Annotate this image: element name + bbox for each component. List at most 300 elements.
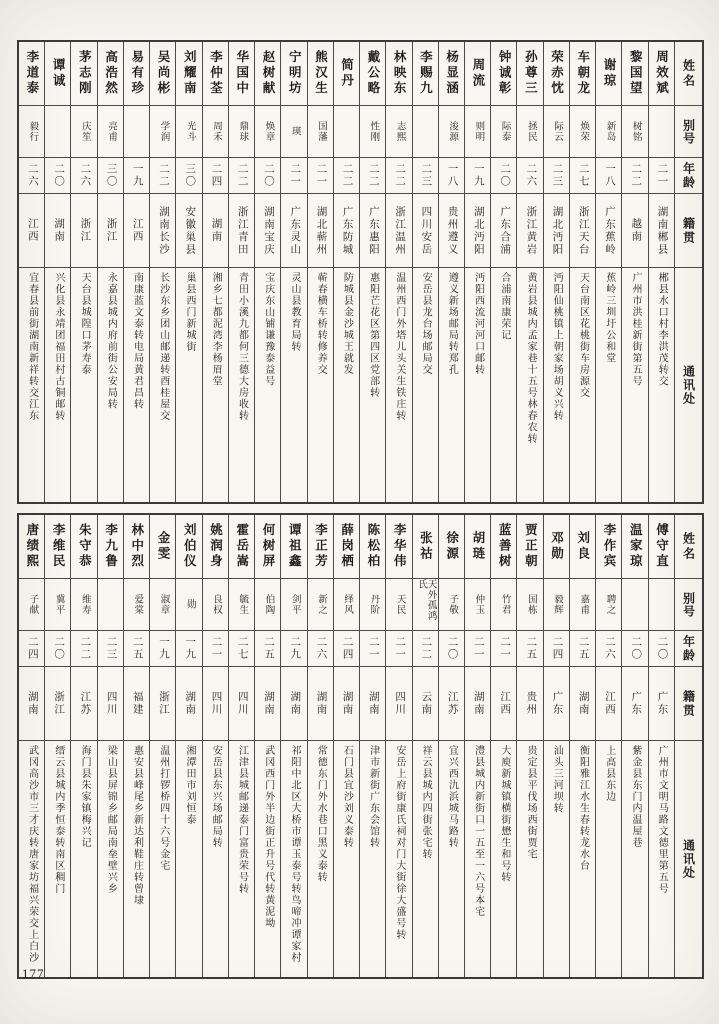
directory-entry-column [71,515,97,977]
person-alias: 绎风 [342,594,353,615]
person-address-cell [98,741,123,977]
person-address-cell [491,741,516,977]
person-age-cell [150,631,175,667]
person-alias-cell [360,106,385,158]
person-address-cell [649,268,674,502]
person-name-cell [622,515,647,579]
person-age-cell [203,158,228,194]
person-native-place-cell [281,667,306,741]
person-age: 二六 [315,636,327,661]
person-alias: 天民 [394,594,405,615]
person-age-cell [98,158,123,194]
person-name-cell [71,515,96,579]
person-native-place: 广东 [551,691,563,716]
person-name-cell [491,42,516,106]
person-name-cell [150,42,175,106]
person-native-place: 湖南 [472,691,484,716]
person-address: 蕉岭三圳圩公和堂 [603,272,615,364]
person-address: 灵山县教育局转 [288,272,300,353]
directory-entry-column [19,515,45,977]
person-native-place: 福建 [131,691,143,716]
person-address-cell [150,268,175,502]
person-age: 一九 [158,636,170,661]
person-native-place-cell [71,194,96,268]
person-native-place-cell [596,194,621,268]
person-name-cell [71,42,96,106]
row-label-age: 年龄 [681,634,696,663]
directory-entry-column [176,515,202,977]
person-age: 二二 [367,163,379,188]
person-native-place: 湖南 [26,691,38,716]
person-alias: 仲玉 [473,594,484,615]
person-native-place-cell [622,194,647,268]
person-alias-cell [203,579,228,631]
person-age: 二二 [236,163,248,188]
person-alias-cell [334,579,359,631]
person-alias: 勋 [184,599,195,610]
person-native-place-cell [150,667,175,741]
person-alias-cell [124,579,149,631]
person-alias: 光斗 [184,121,195,142]
person-name: 简丹 [339,58,354,89]
person-age: 一九 [131,163,143,188]
row-label-cell [675,741,702,977]
person-address: 大庾新城镇横街懋生和号转 [498,745,510,883]
person-age: 二五 [577,636,589,661]
person-native-place-cell [360,667,385,741]
person-alias: 天外孤鸿氏 [416,579,436,621]
person-native-place-cell [491,194,516,268]
person-alias: 丹阶 [368,594,379,615]
person-name: 戴公略 [365,50,380,97]
directory-table-lower [17,513,704,979]
person-native-place: 江苏 [79,691,91,716]
person-name-cell [98,515,123,579]
person-name: 霍岳嵩 [234,523,249,570]
person-name: 谢琼 [602,58,617,89]
directory-entry-column [622,42,648,502]
person-address-cell [465,741,490,977]
person-alias: 性刚 [368,121,379,142]
person-name-cell [334,515,359,579]
person-name-cell [255,515,280,579]
person-address: 惠阳芒花区第四区党部转 [367,272,379,399]
person-address: 安岳县龙台场邮局交 [420,272,432,376]
person-alias-cell [45,106,70,158]
person-native-place: 湖南 [184,691,196,716]
person-native-place-cell [570,194,595,268]
person-name-cell [229,42,254,106]
person-age: 二〇 [53,163,65,188]
person-address: 遵义新场邮局转郑孔 [446,272,458,376]
person-name: 陈松柏 [365,523,380,570]
person-name: 贾正朝 [523,523,538,570]
person-address: 石门县宜沙刘义泰转 [341,745,353,849]
person-address: 上高县东边 [603,745,615,803]
directory-entry-column [71,42,97,502]
person-alias-cell [19,579,44,631]
person-name-cell [124,515,149,579]
person-name: 周效斌 [654,50,669,97]
person-address: 沔阳西流河河口邮转 [472,272,484,376]
person-age: 二〇 [262,163,274,188]
person-address-cell [255,741,280,977]
directory-entry-column [45,515,71,977]
person-name-cell [544,42,569,106]
directory-entry-column [439,515,465,977]
row-label-name: 姓名 [681,58,696,89]
person-address-cell [334,741,359,977]
person-address-cell [596,268,621,502]
person-address-cell [229,268,254,502]
person-alias-cell [491,579,516,631]
row-header-column-upper [675,42,702,502]
directory-entry-column [176,42,202,502]
person-name-cell [413,42,438,106]
person-age-cell [124,631,149,667]
person-age: 一九 [184,636,196,661]
person-address: 衡阳雅江水生春转龙水台 [577,745,589,872]
person-age-cell [229,631,254,667]
person-native-place: 湖北沔阳 [472,205,484,256]
person-alias-cell [71,579,96,631]
person-native-place: 江西 [131,218,143,243]
person-age-cell [517,158,542,194]
person-name-cell [308,515,333,579]
row-label-cell [675,194,702,268]
person-age: 一八 [446,163,458,188]
person-alias-cell [544,106,569,158]
person-address-cell [308,268,333,502]
person-name: 李作宾 [602,523,617,570]
person-age: 二二 [158,163,170,188]
person-name: 黎国望 [628,50,643,97]
person-address-cell [622,268,647,502]
person-name-cell [360,42,385,106]
directory-entry-column [334,515,360,977]
person-alias: 毅辉 [552,594,563,615]
person-alias-cell [517,106,542,158]
person-address: 长沙东乡团山邮递转酉桂屋交 [157,272,169,422]
person-name: 胡琏 [470,531,485,562]
person-alias-cell [150,579,175,631]
person-age: 二三 [105,636,117,661]
person-address: 温州西门外塔儿头关生铁庄转 [393,272,405,422]
person-age-cell [649,158,674,194]
person-name-cell [439,515,464,579]
person-name: 宁明坊 [287,50,302,97]
row-label-age: 年龄 [681,161,696,190]
person-address-cell [150,741,175,977]
person-age: 二二 [420,636,432,661]
person-age: 一八 [604,163,616,188]
person-address: 防城县金沙城王就发 [341,272,353,376]
person-age: 二九 [289,636,301,661]
person-age-cell [439,158,464,194]
person-native-place-cell [360,194,385,268]
person-name: 李九鲁 [103,523,118,570]
person-native-place: 湖南 [341,691,353,716]
person-age: 二〇 [630,636,642,661]
directory-entry-column [570,515,596,977]
row-label-cell [675,42,702,106]
row-label-cell [675,667,702,741]
person-alias-cell [176,579,201,631]
person-native-place-cell [544,667,569,741]
person-name-cell [203,42,228,106]
person-age-cell [360,631,385,667]
person-address-cell [281,268,306,502]
person-address: 惠安县峰尾乡新达利鞋庄转曾埭 [131,745,143,906]
person-native-place: 广东 [656,691,668,716]
person-name: 张祜 [418,531,433,562]
person-alias-cell [517,579,542,631]
person-address: 蕲春横车桥转修养交 [315,272,327,376]
person-age-cell [465,631,490,667]
person-native-place: 湖南 [262,691,274,716]
person-alias: 淑章 [158,594,169,615]
row-label-address: 通讯处 [681,838,696,880]
person-native-place-cell [19,194,44,268]
person-age-cell [203,631,228,667]
person-alias-cell [596,579,621,631]
person-name-cell [570,515,595,579]
row-label-native-place: 籍贯 [681,216,696,245]
person-name: 朱守恭 [77,523,92,570]
person-address-cell [517,741,542,977]
directory-entry-column [491,42,517,502]
person-age-cell [439,631,464,667]
person-address: 津市新街广东会馆转 [367,745,379,849]
directory-entry-column [281,42,307,502]
person-address: 祁阳中北区大桥市谭玉泰号转鸟啼冲谭家村 [288,745,300,964]
person-native-place-cell [124,194,149,268]
person-alias: 际泰 [499,121,510,142]
person-address: 安岳上府街康氏祠对门大街徐大盛号转 [393,745,405,941]
person-name-cell [360,515,385,579]
person-name: 唐绩熙 [24,523,39,570]
person-native-place: 湖南宝庆 [262,205,274,256]
row-label-cell [675,579,702,631]
person-alias: 则明 [473,121,484,142]
person-alias-cell [229,106,254,158]
person-name: 金雯 [156,531,171,562]
person-alias: 际云 [552,121,563,142]
person-age: 二二 [79,636,91,661]
person-name: 李道泰 [24,50,39,97]
person-alias: 拯民 [525,121,536,142]
person-name-cell [439,42,464,106]
directory-entry-column [45,42,71,502]
person-alias-cell [439,106,464,158]
person-name: 吴尚彬 [156,50,171,97]
person-name-cell [281,42,306,106]
person-name: 李正芳 [313,523,328,570]
person-native-place: 浙江 [53,691,65,716]
person-age-cell [19,631,44,667]
person-name-cell [649,515,674,579]
person-alias-cell [570,579,595,631]
person-age: 三〇 [184,163,196,188]
person-address: 江津县城邮递泰门富贵荣号转 [236,745,248,895]
person-alias: 国藩 [315,121,326,142]
person-name: 林映东 [392,50,407,97]
person-name-cell [517,515,542,579]
person-age-cell [176,631,201,667]
person-native-place-cell [98,194,123,268]
person-address: 祥云县城内四街张宅转 [420,745,432,860]
person-name-cell [176,42,201,106]
person-alias: 国栋 [525,594,536,615]
person-native-place: 江西 [604,691,616,716]
person-native-place: 江西 [499,691,511,716]
person-address-cell [544,741,569,977]
person-address-cell [124,268,149,502]
person-name-cell [649,42,674,106]
person-native-place: 四川安岳 [420,205,432,256]
person-alias-cell [596,106,621,158]
person-age: 二一 [315,163,327,188]
person-address: 梁山县屏锦乡邮局南垒壁兴乡 [105,745,117,895]
person-alias-cell [255,106,280,158]
person-name-cell [124,42,149,106]
person-alias-cell [124,106,149,158]
person-address: 青田小溪九都何三德大房收转 [236,272,248,422]
person-native-place: 浙江黄岩 [525,205,537,256]
person-age: 二二 [394,163,406,188]
person-age-cell [544,158,569,194]
person-native-place-cell [176,667,201,741]
person-alias-cell [45,579,70,631]
person-age-cell [544,631,569,667]
person-age-cell [517,631,542,667]
person-address-cell [491,268,516,502]
person-address-cell [596,741,621,977]
person-address-cell [98,268,123,502]
directory-entry-column [465,515,491,977]
person-native-place: 江苏 [446,691,458,716]
person-native-place: 江西 [26,218,38,243]
person-age-cell [491,158,516,194]
person-address-cell [649,741,674,977]
person-name-cell [176,515,201,579]
person-alias-cell [176,106,201,158]
person-age-cell [45,631,70,667]
person-age: 二六 [604,636,616,661]
row-label-alias: 别号 [681,591,696,618]
person-address: 武冈西门外半边街正升号代转黄泥坳 [262,745,274,929]
person-name-cell [465,515,490,579]
person-native-place-cell [465,194,490,268]
person-alias: 鼎球 [237,121,248,142]
person-name: 荣赤忱 [549,50,564,97]
person-alias-cell [19,106,44,158]
person-address-cell [203,268,228,502]
person-name-cell [45,515,70,579]
person-alias-cell [150,106,175,158]
person-address-cell [45,741,70,977]
person-alias-cell [622,106,647,158]
directory-entry-column [98,42,124,502]
person-age-cell [570,631,595,667]
person-age-cell [386,631,411,667]
directory-entry-column [203,42,229,502]
person-address-cell [176,741,201,977]
person-name-cell [491,515,516,579]
person-address: 缙云县城内季恒泰转南区稠门 [52,745,64,895]
directory-entry-column [649,515,675,977]
person-name-cell [517,42,542,106]
person-age-cell [281,631,306,667]
person-age-cell [413,158,438,194]
person-age-cell [45,158,70,194]
person-age: 二〇 [656,636,668,661]
person-native-place-cell [150,194,175,268]
person-age: 二二 [341,163,353,188]
person-name-cell [386,42,411,106]
person-name-cell [544,515,569,579]
person-age-cell [124,158,149,194]
directory-entry-column [517,42,543,502]
directory-entry-column [413,42,439,502]
person-native-place-cell [255,667,280,741]
person-address-cell [413,268,438,502]
directory-entry-column [19,42,45,502]
directory-entry-column [622,515,648,977]
person-alias-cell [281,579,306,631]
person-native-place: 湖南 [210,218,222,243]
person-alias: 周禾 [211,121,221,142]
person-address-cell [124,741,149,977]
directory-entry-column [596,515,622,977]
person-native-place-cell [544,194,569,268]
person-name: 易有珍 [129,50,144,97]
person-alias: 学润 [158,121,169,142]
person-alias-cell [491,106,516,158]
person-alias: 子献 [27,594,38,615]
person-age: 二一 [656,163,668,188]
person-name: 李华伟 [392,523,407,570]
person-age-cell [281,158,306,194]
person-name: 谭祖鑫 [287,523,302,570]
person-native-place-cell [517,194,542,268]
person-name: 熊汉生 [313,50,328,97]
person-native-place-cell [622,667,647,741]
person-address-cell [360,268,385,502]
person-name: 刘耀南 [182,50,197,97]
person-alias: 毅行 [27,121,38,142]
directory-entry-column [124,42,150,502]
person-native-place-cell [386,667,411,741]
person-alias-cell [439,579,464,631]
person-native-place: 湖南 [315,691,327,716]
person-native-place: 广东惠阳 [367,205,379,256]
person-age: 二七 [577,163,589,188]
person-native-place: 四川 [394,691,406,716]
person-age-cell [622,158,647,194]
person-alias-cell [255,579,280,631]
person-alias-cell [203,106,228,158]
person-alias-cell [465,106,490,158]
person-name: 邓勋 [549,531,564,562]
person-alias-cell [386,106,411,158]
person-address: 武冈高沙市三才庆转唐家坊福兴荣交上白沙 [26,745,38,964]
row-header-column-lower [675,515,702,977]
person-native-place: 越南 [630,218,642,243]
person-address-cell [71,741,96,977]
person-address: 兴化县永靖团福田村古铜邮转 [52,272,64,422]
person-age-cell [150,158,175,194]
